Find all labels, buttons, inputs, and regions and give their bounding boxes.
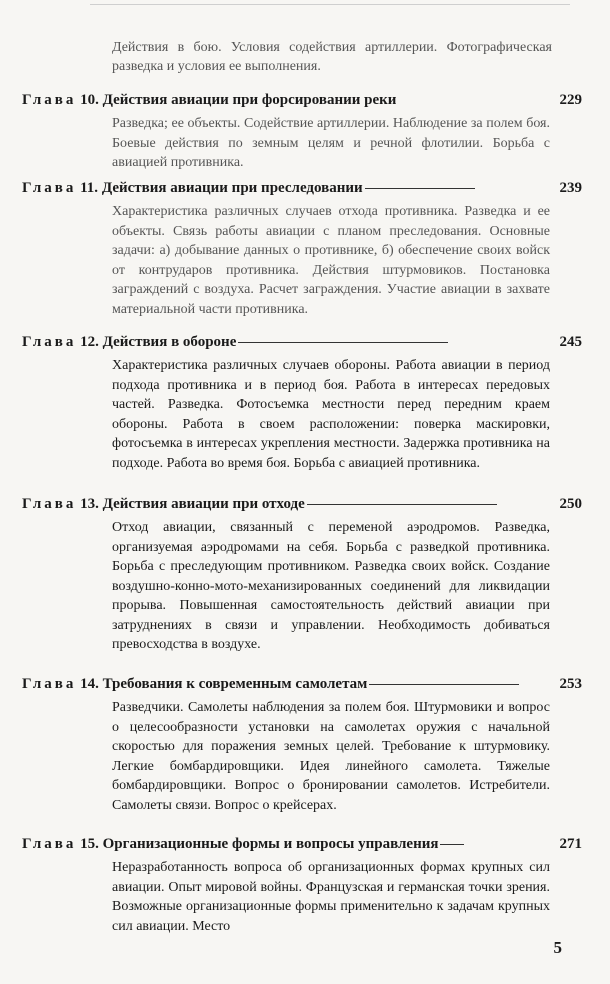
- chapter-heading: [22, 496, 582, 516]
- dot-leader: [440, 844, 464, 845]
- chapter-description: Характеристика различных случаев обороны. Работа авиации в период подхода противника и в период боя. Работа в интересах передовых частей. Разведка. Фотосъемка местности перед передним краем обороны. Работа в своем расположении: поверка маскировки, фотосъемка в интересах укрепления местности. Задержка противника на подходе. Работа во время боя. Борьба с авиацией противника.: [112, 358, 550, 471]
- chapter-10: [22, 92, 582, 173]
- chapter-description: Отход авиации, связанный с переменой аэродромов. Разведка, организуемая аэродромами на себя. Борьба с разведкой противника. Борьба с преследующим противником. Разведка своих войск. Создание воздушно-конно-мото-механизированных соединений для ликвидации прорыва. Повышенная самостоятельность действий авиации при затруднениях в связи и управлении. Необходимость добиваться превосходства в воздухе.: [112, 520, 550, 652]
- chapter-title: Действия авиации при преследовании: [101, 180, 363, 196]
- chapter-description: Неразработанность вопроса об организационных формах крупных сил авиации. Опыт мировой войны. Французская и германская точки зрения. Возможные организационные формы применительно к задачам крупных сил авиации. Место: [112, 860, 550, 934]
- chapter-14: [22, 676, 582, 815]
- chapter-label: Глава: [22, 180, 77, 196]
- chapter-page-number: 253: [559, 676, 582, 692]
- chapter-number: 10.: [80, 92, 99, 108]
- chapter-heading: [22, 676, 582, 696]
- chapter-description: Характеристика различных случаев отхода противника. Разведка и ее объекты. Связь работы авиации с планом преследования. Основные задачи: а) добывание данных о противнике, б) обеспечение своих войск от контрударов противника. Действия штурмовиков. Постановка заграждений с воздуха. Расчет заграждения. Участие авиации в захвате материальной части противника.: [112, 204, 550, 317]
- chapter-label: Глава: [22, 334, 77, 350]
- chapter-heading: [22, 180, 582, 200]
- page-folio-number: 5: [553, 938, 562, 957]
- chapter-heading: [22, 92, 582, 112]
- intro-text: Действия в бою. Условия содействия артиллерии. Фотографическая разведка и условия ее выполнения.: [112, 40, 552, 74]
- chapter-13: [22, 496, 582, 655]
- chapter-heading: [22, 334, 582, 354]
- chapter-12: [22, 334, 582, 473]
- dot-leader: [369, 684, 519, 685]
- chapter-page-number: 239: [559, 180, 582, 196]
- chapter-label: Глава: [22, 836, 77, 852]
- chapter-description: Разведка; ее объекты. Содействие артиллерии. Наблюдение за полем боя. Боевые действия по земным целям и речной флотилии. Борьба с авиацией противника.: [112, 116, 550, 170]
- chapter-page-number: 271: [559, 836, 582, 852]
- dot-leader: [365, 188, 475, 189]
- chapter-11: [22, 180, 582, 319]
- chapter-number: 15.: [80, 836, 99, 852]
- dot-leader: [238, 342, 448, 343]
- chapter-title: Организационные формы и вопросы управления: [102, 836, 439, 852]
- chapter-15: [22, 836, 582, 936]
- chapter-heading: [22, 836, 582, 856]
- chapter-title: Действия авиации при форсировании реки: [102, 92, 397, 108]
- chapter-label: Глава: [22, 92, 77, 108]
- chapter-number: 13.: [80, 496, 99, 512]
- chapter-page-number: 245: [559, 334, 582, 350]
- chapter-number: 11.: [80, 180, 99, 196]
- chapter-title: Требования к современным самолетам: [102, 676, 368, 692]
- chapter-number: 14.: [80, 676, 99, 692]
- dot-leader: [307, 504, 497, 505]
- chapter-title: Действия авиации при отходе: [102, 496, 305, 512]
- chapter-number: 12.: [80, 334, 99, 350]
- top-rule: [90, 4, 570, 5]
- chapter-title: Действия в обороне: [102, 334, 237, 350]
- chapter-description: Разведчики. Самолеты наблюдения за полем боя. Штурмовики и вопрос о целесообразности установки на самолетах оружия с начальной скоростью для поражения земных целей. Требование к штурмовику. Легкие бомбардировщики. Идея линейного самолета. Тяжелые бомбардировщики. Вопрос о бронировании самолетов. Истребители. Самолеты связи. Вопрос о крейсерах.: [112, 700, 550, 813]
- chapter-label: Глава: [22, 496, 77, 512]
- chapter-page-number: 250: [559, 496, 582, 512]
- chapter-label: Глава: [22, 676, 77, 692]
- chapter-page-number: 229: [559, 92, 582, 108]
